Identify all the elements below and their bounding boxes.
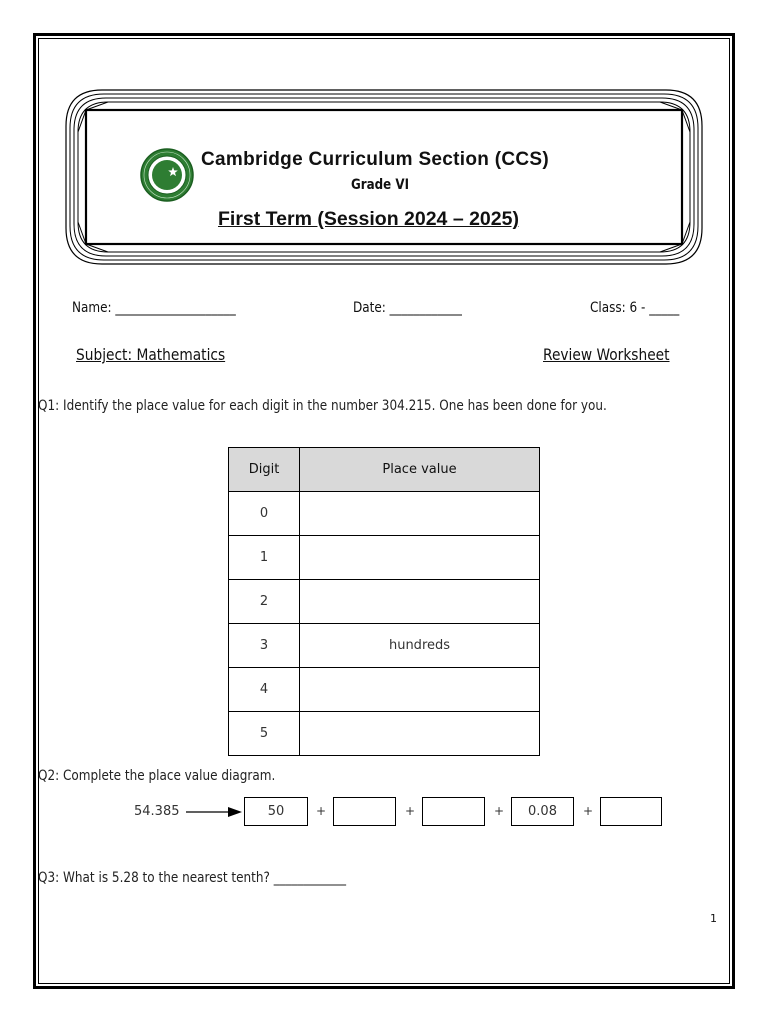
plus-sign: + <box>405 804 416 818</box>
digit-cell: 1 <box>229 536 300 580</box>
table-row <box>229 624 540 668</box>
answer-box-1: 50 <box>244 797 308 826</box>
digit-cell: 2 <box>229 580 300 624</box>
table-row <box>229 580 540 624</box>
school-logo <box>139 147 195 203</box>
place-value-cell[interactable] <box>300 536 540 580</box>
place-value-cell[interactable] <box>300 668 540 712</box>
header-digit: Digit <box>229 448 300 492</box>
place-value-table <box>228 447 540 756</box>
answer-box-3[interactable] <box>422 797 485 826</box>
worksheet-type: Review Worksheet <box>543 345 670 364</box>
answer-box-4: 0.08 <box>511 797 574 826</box>
table-row <box>229 668 540 712</box>
q1-prompt: Q1: Identify the place value for each digit in the number 304.215. One has been done for you. <box>38 398 607 414</box>
place-value-cell[interactable] <box>300 712 540 756</box>
digit-cell: 5 <box>229 712 300 756</box>
header-place-value: Place value <box>300 448 540 492</box>
table-row <box>229 712 540 756</box>
date-field[interactable]: Date: ____________ <box>353 300 462 316</box>
grade-title: Grade VI <box>351 177 409 193</box>
table-header-row <box>229 448 540 492</box>
q2-number: 54.385 <box>134 804 180 819</box>
digit-cell: 4 <box>229 668 300 712</box>
q2-prompt: Q2: Complete the place value diagram. <box>38 768 276 784</box>
table-row <box>229 536 540 580</box>
plus-sign: + <box>316 804 327 818</box>
school-title: Cambridge Curriculum Section (CCS) <box>201 149 550 170</box>
digit-cell: 0 <box>229 492 300 536</box>
plus-sign: + <box>494 804 505 818</box>
plus-sign: + <box>583 804 594 818</box>
table-row <box>229 492 540 536</box>
class-field[interactable]: Class: 6 - _____ <box>590 300 680 316</box>
term-title: First Term (Session 2024 – 2025) <box>218 208 519 230</box>
q3-prompt: Q3: What is 5.28 to the nearest tenth? ____________ <box>38 870 346 886</box>
subject-label: Subject: Mathematics <box>76 345 226 364</box>
digit-cell: 3 <box>229 624 300 668</box>
arrow-right-icon <box>186 806 242 818</box>
place-value-cell: hundreds <box>300 624 540 668</box>
place-value-cell[interactable] <box>300 580 540 624</box>
answer-box-5[interactable] <box>600 797 662 826</box>
name-field[interactable]: Name: ____________________ <box>72 300 236 316</box>
place-value-cell[interactable] <box>300 492 540 536</box>
answer-box-2[interactable] <box>333 797 396 826</box>
page-number: 1 <box>710 912 717 925</box>
